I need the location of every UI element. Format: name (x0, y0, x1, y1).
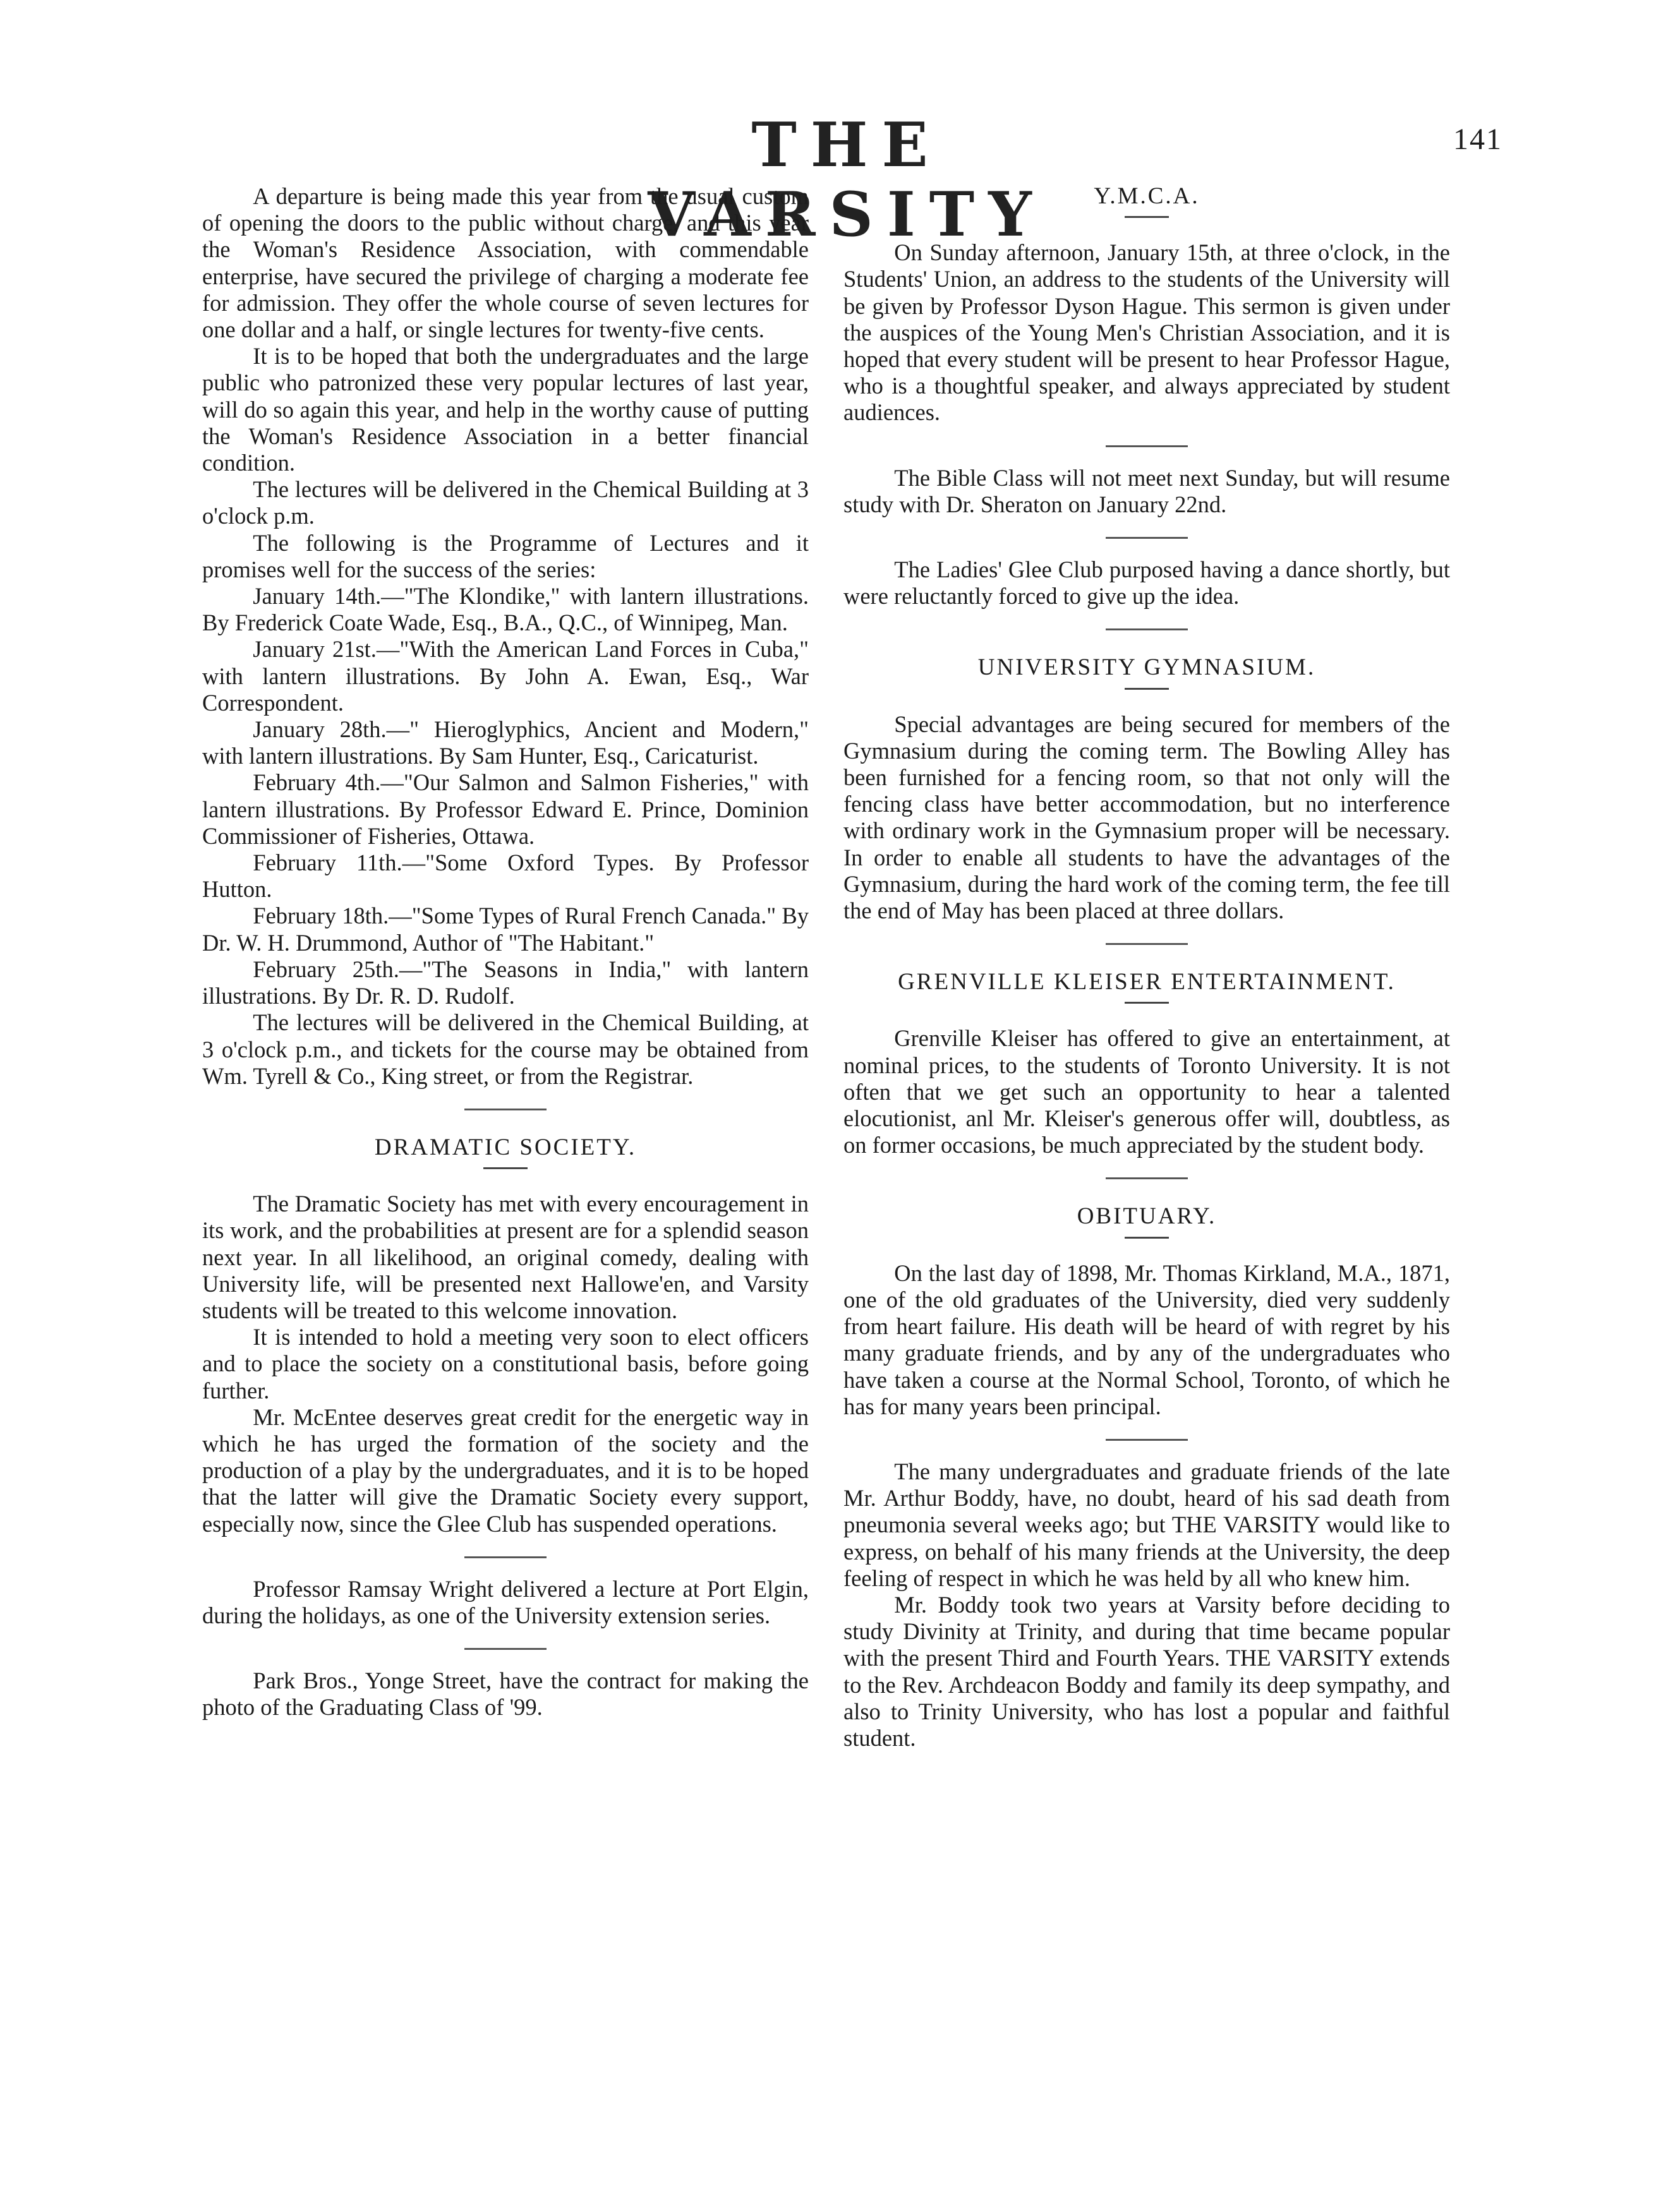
lecture-item: January 14th.—"The Klondike," with lantern illustrations. By Frederick Coate Wade, Esq., B.A., Q.C., of Winnipeg, Man. (202, 583, 809, 636)
section-divider (1106, 1177, 1188, 1179)
lecture-item: February 11th.—"Some Oxford Types. By Professor Hutton. (202, 850, 809, 903)
paragraph: It is intended to hold a meeting very soon to elect officers and to place the society on a constitutional basis, before going further. (202, 1324, 809, 1404)
section-heading-kleiser: GRENVILLE KLEISER ENTERTAINMENT. (898, 969, 1396, 995)
paragraph: The lectures will be delivered in the Chemical Building, at 3 o'clock p.m., and tickets for the course may be obtained from Wm. Tyrell & Co., King street, or from the Registrar. (202, 1009, 809, 1089)
heading-rule (1125, 1002, 1169, 1004)
section-heading-obituary: OBITUARY. (1077, 1203, 1217, 1230)
lecture-item: January 21st.—"With the American Land Forces in Cuba," with lantern illustrations. By John A. Ewan, Esq., War Correspondent. (202, 636, 809, 716)
section-divider (1106, 445, 1188, 447)
section-divider (1106, 537, 1188, 539)
masthead-title: THE VARSITY (648, 109, 1046, 250)
section-heading-dramatic: DRAMATIC SOCIETY. (374, 1134, 637, 1160)
heading-rule (483, 1167, 528, 1169)
paragraph: Mr. Boddy took two years at Varsity before deciding to study Divinity at Trinity, and during that time became popular with the present Third and Fourth Years. THE VARSITY extends to the Rev. Archdeacon Boddy and family its deep sympathy, and also to Trinity University, who has lost a popular and faithful student. (843, 1591, 1450, 1751)
paragraph: Park Bros., Yonge Street, have the contract for making the photo of the Graduating Class of '99. (202, 1668, 809, 1721)
heading-rule (1125, 216, 1169, 218)
section-divider (1106, 1439, 1188, 1441)
section-divider (1106, 628, 1188, 630)
page-number: 141 (1453, 123, 1502, 156)
paragraph: On Sunday afternoon, January 15th, at three o'clock, in the Students' Union, an address to the students of the University will be given by Professor Dyson Hague. This sermon is given under the auspices of the Young Men's Christian Association, and it is hoped that every student will be present to hear Professor Hague, who is a thoughtful speaker, and always appreciated by student audiences. (843, 239, 1450, 426)
right-column (843, 183, 1450, 1752)
section-heading-ymca: Y.M.C.A. (1094, 183, 1200, 209)
paragraph: The Bible Class will not meet next Sunday, but will resume study with Dr. Sheraton on January 22nd. (843, 464, 1450, 517)
lecture-item: February 25th.—"The Seasons in India," with lantern illustrations. By Dr. R. D. Rudolf. (202, 956, 809, 1009)
paragraph: The following is the Programme of Lectures and it promises well for the success of the series: (202, 529, 809, 582)
heading-rule (1125, 1237, 1169, 1239)
paragraph: Mr. McEntee deserves great credit for the energetic way in which he has urged the formation of the society and the production of a play by the undergraduates, and it is to be hoped that the latter will give the Dramatic Society every support, especially now, since the Glee Club has suspended operations. (202, 1404, 809, 1537)
heading-rule (1125, 688, 1169, 690)
section-heading-gymnasium: UNIVERSITY GYMNASIUM. (977, 654, 1316, 681)
section-divider (1106, 943, 1188, 945)
paragraph: Grenville Kleiser has offered to give an entertainment, at nominal prices, to the students of Toronto University. It is not often that we get such an opportunity to hear a talented elocutionist, anl Mr. Kleiser's generous offer will, doubtless, as on former occasions, be much appreciated by the student body. (843, 1025, 1450, 1158)
paragraph: On the last day of 1898, Mr. Thomas Kirkland, M.A., 1871, one of the old graduates of the University, died very suddenly from heart failure. His death will be heard of with regret by his many graduate friends, and by any of the undergraduates who have taken a course at the Normal School, Toronto, of which he has for many years been principal. (843, 1259, 1450, 1419)
section-divider (464, 1556, 547, 1558)
lecture-item: January 28th.—" Hieroglyphics, Ancient and Modern," with lantern illustrations. By Sam Hunter, Esq., Caricaturist. (202, 716, 809, 769)
left-column (202, 183, 809, 1721)
paragraph: It is to be hoped that both the undergraduates and the large public who patronized these very popular lectures of last year, will do so again this year, and help in the worthy cause of putting the Woman's Residence Association in a better financial condition. (202, 343, 809, 476)
paragraph: The Dramatic Society has met with every encouragement in its work, and the probabilities at present are for a splendid season next year. In all likelihood, an original comedy, dealing with University life, will be presented next Hallowe'en, and Varsity students will be treated to this welcome innovation. (202, 1191, 809, 1323)
paragraph: The Ladies' Glee Club purposed having a dance shortly, but were reluctantly forced to give up the idea. (843, 556, 1450, 610)
paragraph: Professor Ramsay Wright delivered a lecture at Port Elgin, during the holidays, as one of the University extension series. (202, 1575, 809, 1628)
paragraph: A departure is being made this year from the usual custom of opening the doors to the public without charge, and this year the Woman's Residence Association, with commendable enterprise, have secured the privilege of charging a moderate fee for admission. They offer the whole course of seven lectures for one dollar and a half, or single lectures for twenty-five cents. (202, 183, 809, 343)
lecture-item: February 18th.—"Some Types of Rural French Canada." By Dr. W. H. Drummond, Author of "The Habitant." (202, 903, 809, 956)
section-divider (464, 1648, 547, 1650)
paragraph: The many undergraduates and graduate friends of the late Mr. Arthur Boddy, have, no doubt, heard of his sad death from pneumonia several weeks ago; but THE VARSITY would like to express, on behalf of his many friends at the University, the deep feeling of respect in which he was held by all who knew him. (843, 1458, 1450, 1591)
section-divider (464, 1109, 547, 1110)
paragraph: Special advantages are being secured for members of the Gymnasium during the coming term. The Bowling Alley has been furnished for a fencing room, so that not only will the fencing class have better accommodation, but no interference with ordinary work in the Gymnasium proper will be necessary. In order to enable all students to have the advantages of the Gymnasium, during the hard work of the coming term, the fee till the end of May has been placed at three dollars. (843, 711, 1450, 924)
paragraph: The lectures will be delivered in the Chemical Building at 3 o'clock p.m. (202, 476, 809, 529)
lecture-item: February 4th.—"Our Salmon and Salmon Fisheries," with lantern illustrations. By Professor Edward E. Prince, Dominion Commissioner of Fisheries, Ottawa. (202, 769, 809, 849)
